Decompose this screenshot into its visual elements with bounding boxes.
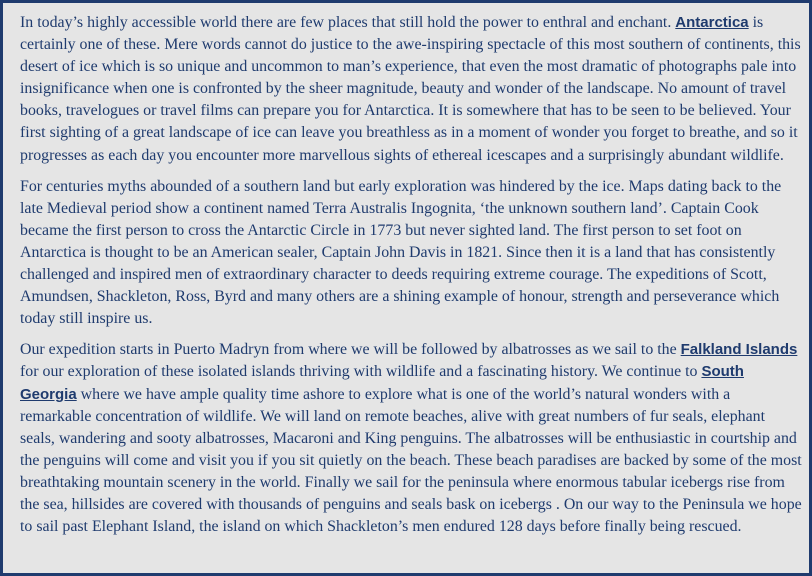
paragraph-history: For centuries myths abounded of a southern land but early exploration was hindered by the ice. Maps dating back to the late Medieval period show a continent named Terra Australis Ingognita, ‘the unknown southern land’. Captain Cook became the first person to cross the Antarctic Circle in 1773 but never sighted land. The first person to set foot on Antarctica is thought to be an American sealer, Captain John Davis in 1821. Since then it is a land that has consistently challenged and inspired men of extraordinary character to deeds requiring extreme courage. The expeditions of Scott, Amundsen, Shackleton, Ross, Byrd and many others are a shining example of honour, strength and perseverance which today still inspire us. [20,177,782,328]
antarctica-link[interactable]: Antarctica [675,14,749,31]
paragraph-intro [20,12,803,167]
falkland-islands-link[interactable]: Falkland Islands [680,341,798,359]
intro-body-text: is certainly one of these. Mere words cannot do justice to the awe-inspiring spectacle of this most southern of continents, this desert of ice which is so unique and uncommon to man’s experience, that even the most dramatic of photographs pale into insignificance when one is confronted by the sheer magnitude, beauty and wonder of the landscape. No amount of travel books, travelogues or travel films can prepare you for Antarctica. It is somewhere that has to be seen to be believed. Your first sighting of a great landscape of ice can leave you breathless as in a moment of wonder you forget to breathe, and so it progresses as each day you encounter more marvellous sights of ethereal icescapes and a surprisingly abundant wildlife. [20,14,801,164]
south-georgia-link[interactable]: South Georgia [20,363,744,403]
expedition-lead-text: Our expedition starts in Puerto Madryn from where we will be followed by albatrosses as we sail to the [20,341,681,359]
article-body [20,12,803,547]
intro-lead-text: In today’s highly accessible world there are few places that still hold the power to enthral and enchant. [20,14,676,31]
paragraph-expedition [20,339,803,538]
expedition-mid-text: for our exploration of these isolated islands thriving with wildlife and a fascinating history. We continue to [20,363,702,381]
expedition-body-text: where we have ample quality time ashore to explore what is one of the world’s natural wonders with a remarkable concentration of wildlife. We will land on remote beaches, alive with great numbers of fur seals, elephant seals, wandering and sooty albatrosses, Macaroni and King penguins. The albatrosses will be enthusiastic in courtship and the penguins will come and visit you if you sit quietly on the beach. These beach paradises are backed by some of the most breathtaking mountain scenery in the world. Finally we sail for the peninsula where enormous tabular icebergs rise from the sea, hillsides are covered with thousands of penguins and seals bask on icebergs . On our way to the Peninsula we hope to sail past Elephant Island, the island on which Shackleton’s men endured 128 days before finally being rescued. [20,385,802,536]
